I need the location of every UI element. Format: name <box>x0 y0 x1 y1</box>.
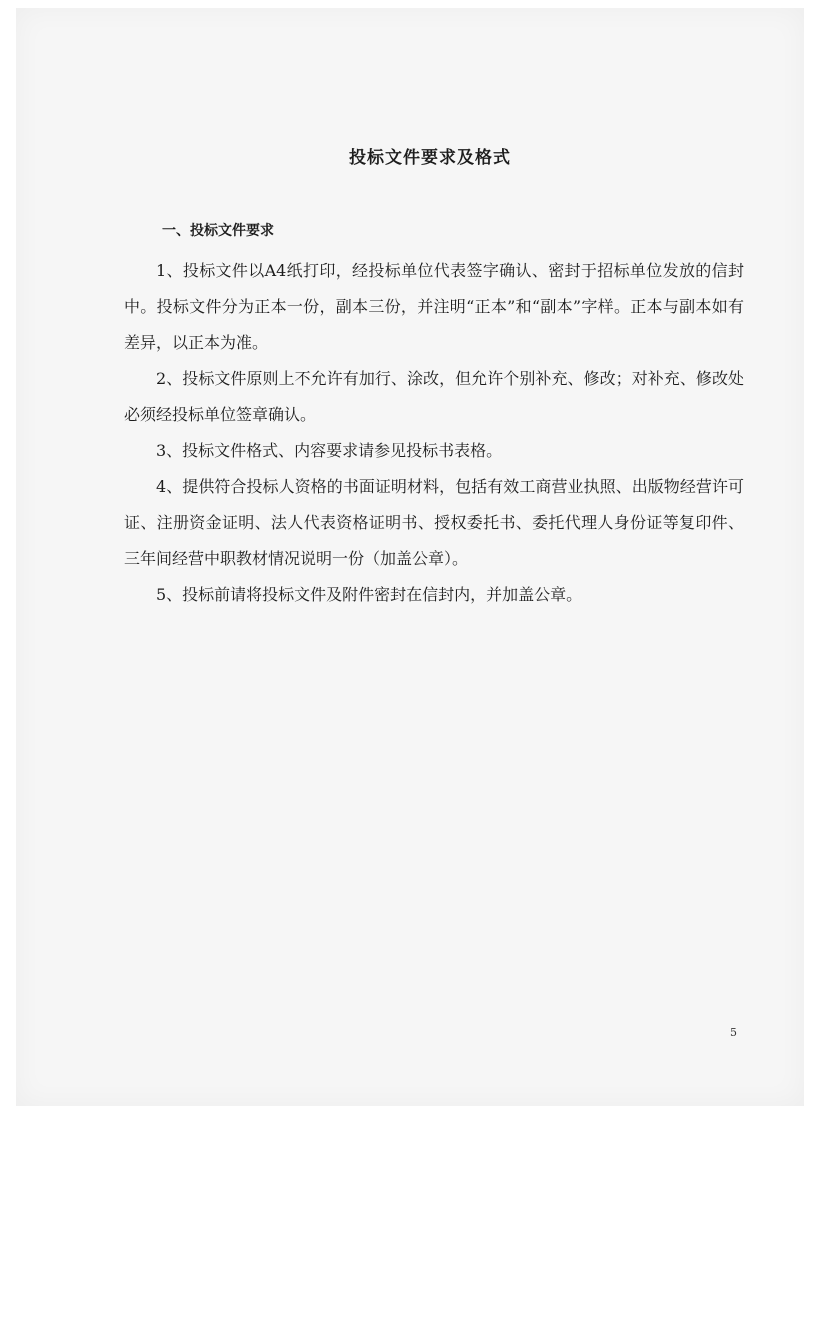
paragraph-5: 5、投标前请将投标文件及附件密封在信封内，并加盖公章。 <box>156 585 583 604</box>
paragraph-4: 4、提供符合投标人资格的书面证明材料，包括有效工商营业执照、出版物经营许可证、注册资金证明、法人代表资格证明书、授权委托书、委托代理人身份证等复印件、三年间经营中职教材情况说明一份（加盖公章）。 <box>124 477 744 568</box>
paragraph-1: 1、投标文件以A4纸打印，经投标单位代表签字确认、密封于招标单位发放的信封中。投标文件分为正本一份，副本三份，并注明“正本”和“副本”字样。正本与副本如有差异，以正本为准。 <box>124 261 744 352</box>
paragraph-3: 3、投标文件格式、内容要求请参见投标书表格。 <box>156 441 503 460</box>
paragraph-2: 2、投标文件原则上不允许有加行、涂改，但允许个别补充、修改；对补充、修改处必须经投标单位签章确认。 <box>124 369 744 424</box>
page-number: 5 <box>730 1026 737 1039</box>
section-heading: 一、投标文件要求 <box>162 223 274 239</box>
document-title: 投标文件要求及格式 <box>349 148 511 168</box>
document-body <box>124 253 744 613</box>
